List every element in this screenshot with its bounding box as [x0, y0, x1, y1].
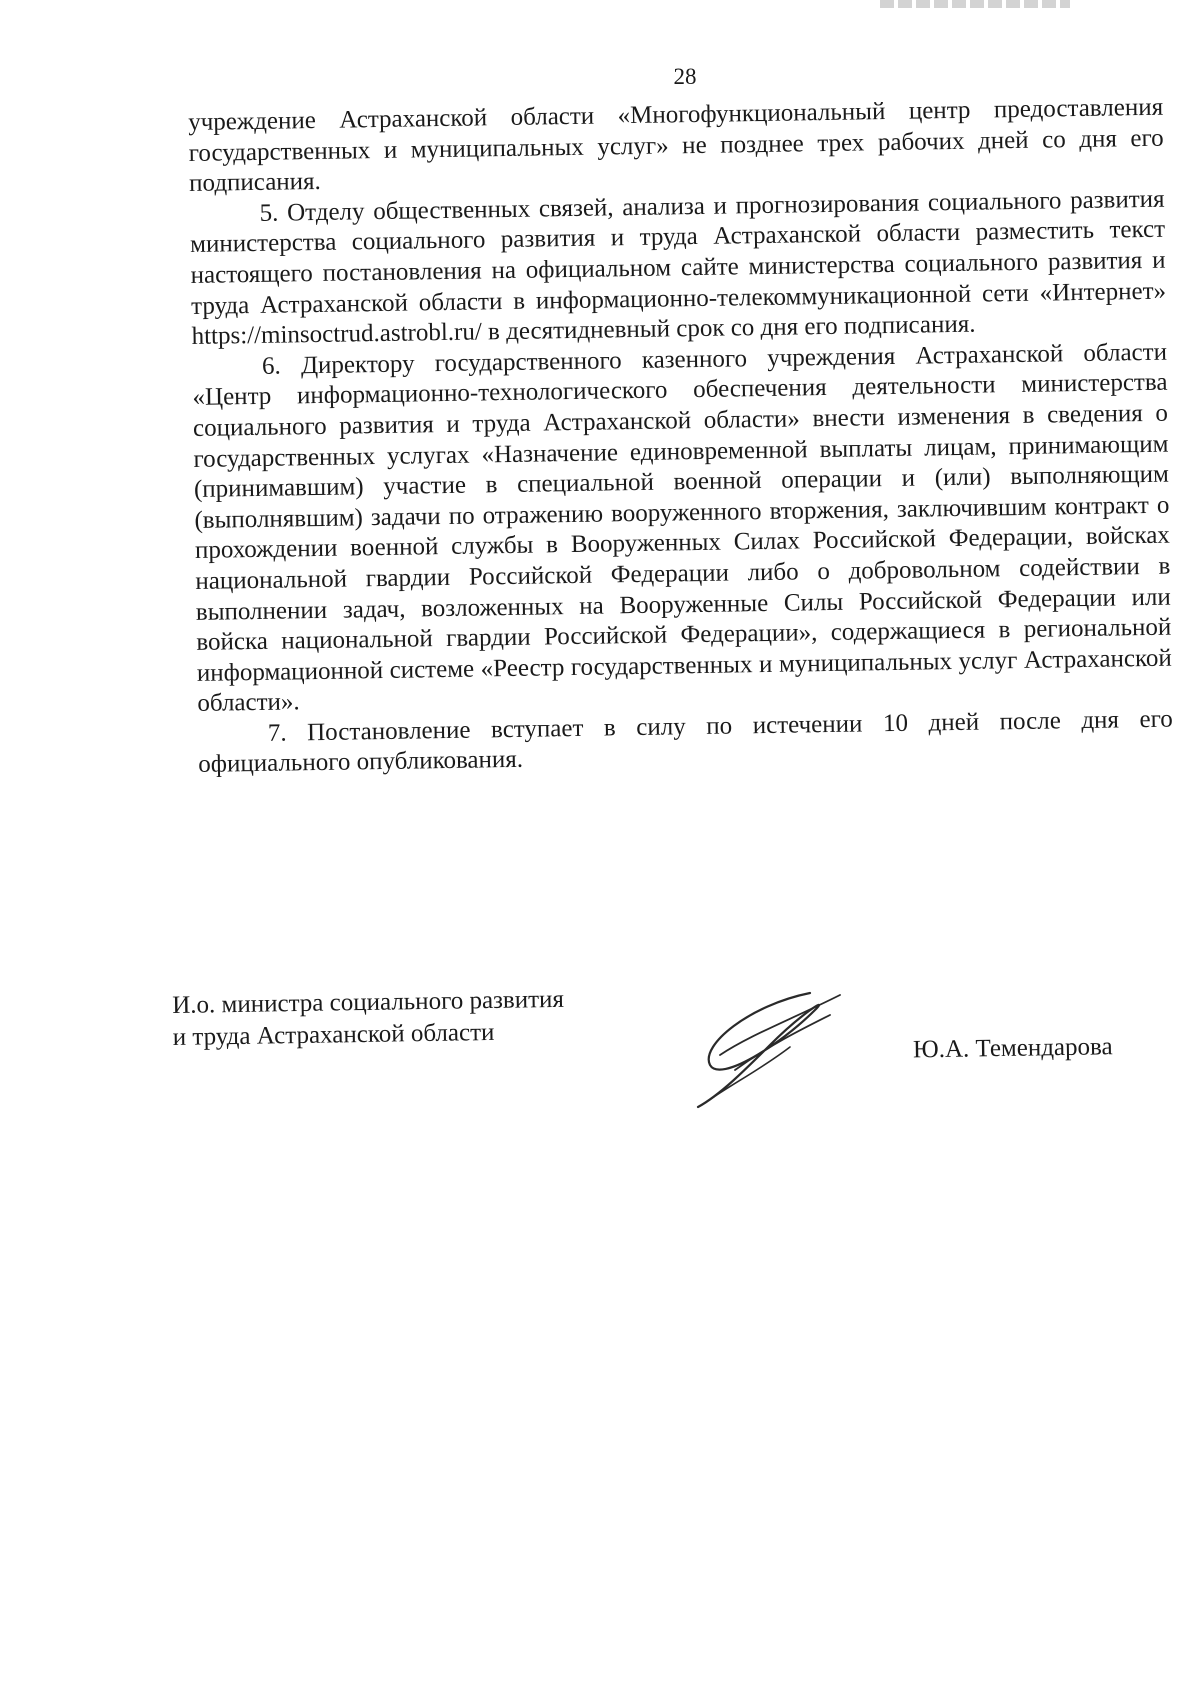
document-body	[188, 93, 1173, 781]
paragraph-item-5: 5. Отделу общественных связей, анализа и прогнозирования социального развития министерства социального развития и труда Астраханской области разместить текст настоящего постановления на официальном сайте министерства социального развития и труда Астраханской области в информационно-телекоммуникационной сети «Интернет» https://minsoctrud.astrobl.ru/ в десятидневный срок со дня его подписания.	[189, 185, 1167, 351]
signature-block	[172, 975, 1148, 1064]
signatory-title-line-1: И.о. министра социального развития	[172, 985, 565, 1019]
signatory-name: Ю.А. Темендарова	[912, 1033, 1113, 1064]
handwritten-signature	[690, 985, 860, 1115]
paragraph-item-6: 6. Директору государственного казенного учреждения Астраханской области «Центр информационно-технологического обеспечения деятельности министерства социального развития и труда Астраханской области» внести изменения в сведения о государственных услугах «Назначение единовременной выплаты лицам, принимающим (принимавшим) участие в специальной военной операции и (или) выполняющим (выполнявшим) задачи по отражению вооруженного вторжения, заключившим контракт о прохождении военной службы в Вооруженных Силах Российской Федерации, войсках национальной гвардии Российской Федерации либо о добровольном содействии в выполнении задач, возложенных на Вооруженные Силы Российской Федерации или войска национальной гвардии Российской Федерации», содержащиеся в региональной информационной системе «Реестр государственных и муниципальных услуг Астраханской области».	[192, 338, 1172, 718]
paragraph-continuation: учреждение Астраханской области «Многофункциональный центр предоставления государственных и муниципальных услуг» не позднее трех рабочих дней со дня его подписания.	[188, 93, 1164, 198]
scan-artifact	[880, 0, 1070, 8]
page-number: 28	[673, 64, 697, 89]
signatory-title-line-2: и труда Астраханской области	[172, 1018, 495, 1051]
paragraph-item-7: 7. Постановление вступает в силу по истечении 10 дней после дня его официального опубликования.	[198, 705, 1173, 779]
